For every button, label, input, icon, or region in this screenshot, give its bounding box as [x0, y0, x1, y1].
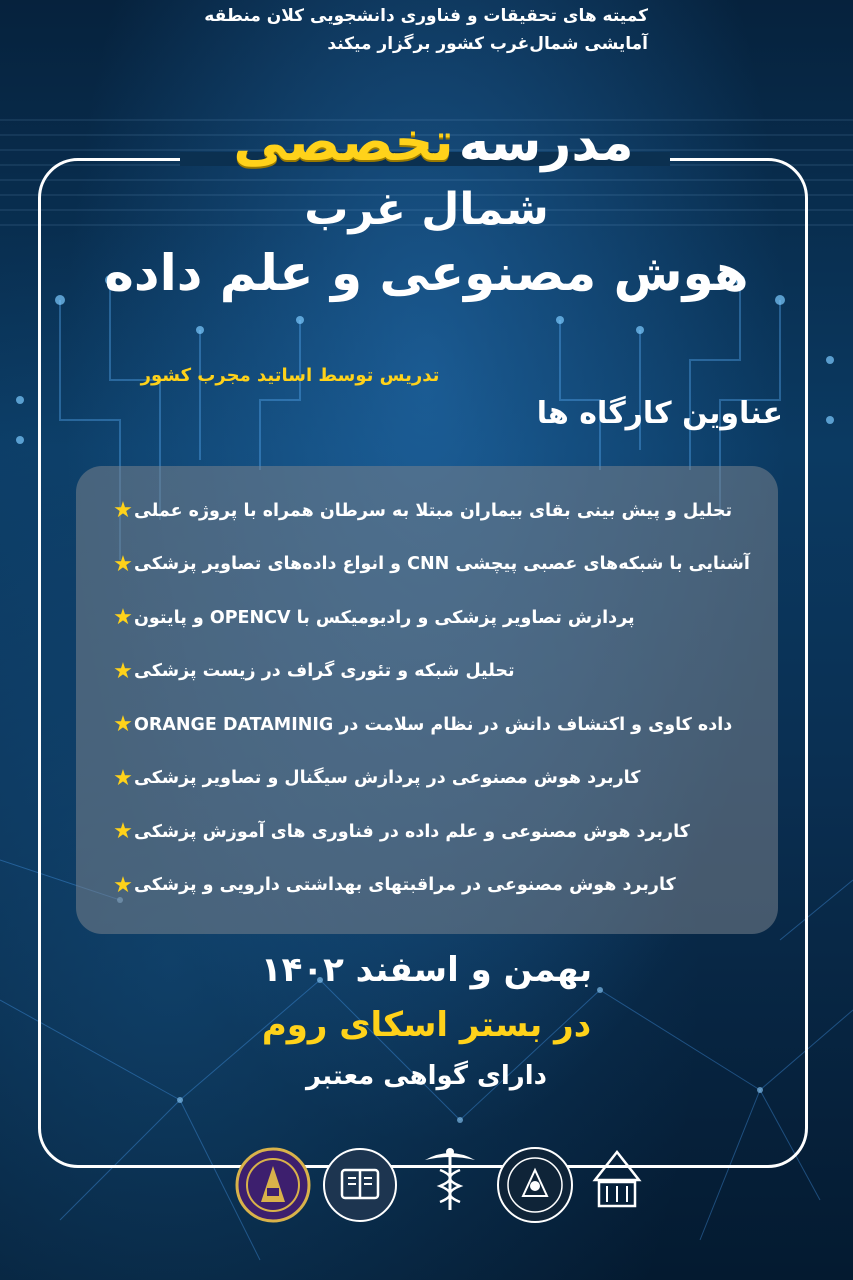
workshops-list	[100, 484, 768, 912]
teaching-note: تدریس توسط اساتید مجرب کشور	[140, 365, 440, 386]
subtitle-region: شمال غرب	[304, 184, 549, 235]
star-icon: ★	[113, 605, 133, 631]
caduceus-logo	[405, 1140, 495, 1230]
workshop-text: تحلیل و پیش بینی بقای بیماران مبتلا به سرطان همراه با پروژه عملی	[134, 500, 733, 521]
workshops-title: عناوین کارگاه ها	[536, 396, 783, 431]
header-line-1: کمیته های تحقیقات و فناوری دانشجویی کلان منطقه	[204, 6, 648, 26]
workshop-text: کاربرد هوش مصنوعی و علم داده در فناوری های آموزش پزشکی	[134, 821, 690, 842]
research-committee-seal	[495, 1140, 575, 1230]
subtitle-topic: هوش مصنوعی و علم داده	[104, 244, 749, 302]
workshop-text: کاربرد هوش مصنوعی در پردازش سیگنال و تصاویر پزشکی	[134, 768, 641, 789]
list-item	[100, 805, 768, 859]
sponsor-logos	[225, 1140, 665, 1235]
star-icon: ★	[113, 658, 133, 684]
list-item	[100, 752, 768, 806]
header-line-2: آمایشی شمال‌غرب کشور برگزار میکند	[327, 34, 648, 54]
star-icon: ★	[113, 712, 133, 738]
title	[0, 110, 853, 173]
university-committee-logo	[577, 1140, 657, 1230]
event-date: بهمن و اسفند ۱۴۰۲	[260, 950, 593, 990]
certificate-note: دارای گواهی معتبر	[306, 1061, 547, 1091]
star-icon: ★	[113, 765, 133, 791]
event-platform: در بستر اسکای روم	[261, 1005, 592, 1045]
star-icon: ★	[113, 551, 133, 577]
list-item	[100, 859, 768, 913]
book-logo	[320, 1140, 400, 1230]
workshop-text: کاربرد هوش مصنوعی در مراقبتهای بهداشتی دارویی و پزشکی	[134, 875, 676, 896]
list-item	[100, 484, 768, 538]
list-item	[100, 645, 768, 699]
star-icon: ★	[113, 819, 133, 845]
emblem-logo	[233, 1140, 313, 1230]
star-icon: ★	[113, 498, 133, 524]
list-item	[100, 538, 768, 592]
list-item	[100, 591, 768, 645]
workshop-text: آشنایی با شبکه‌های عصبی پیچشی CNN و انواع داده‌های تصاویر پزشکی	[134, 554, 750, 575]
workshop-text: تحلیل شبکه و تئوری گراف در زیست پزشکی	[134, 661, 515, 682]
workshop-text: داده کاوی و اکتشاف دانش در نظام سلامت در ORANGE DATAMINIG	[134, 714, 733, 735]
title-main: مدرسه	[458, 113, 634, 173]
star-icon: ★	[113, 872, 133, 898]
list-item	[100, 698, 768, 752]
title-accent: تخصصی	[233, 110, 454, 173]
workshop-text: پردازش تصاویر پزشکی و رادیومیکس با OPENCV و پایتون	[134, 607, 635, 628]
